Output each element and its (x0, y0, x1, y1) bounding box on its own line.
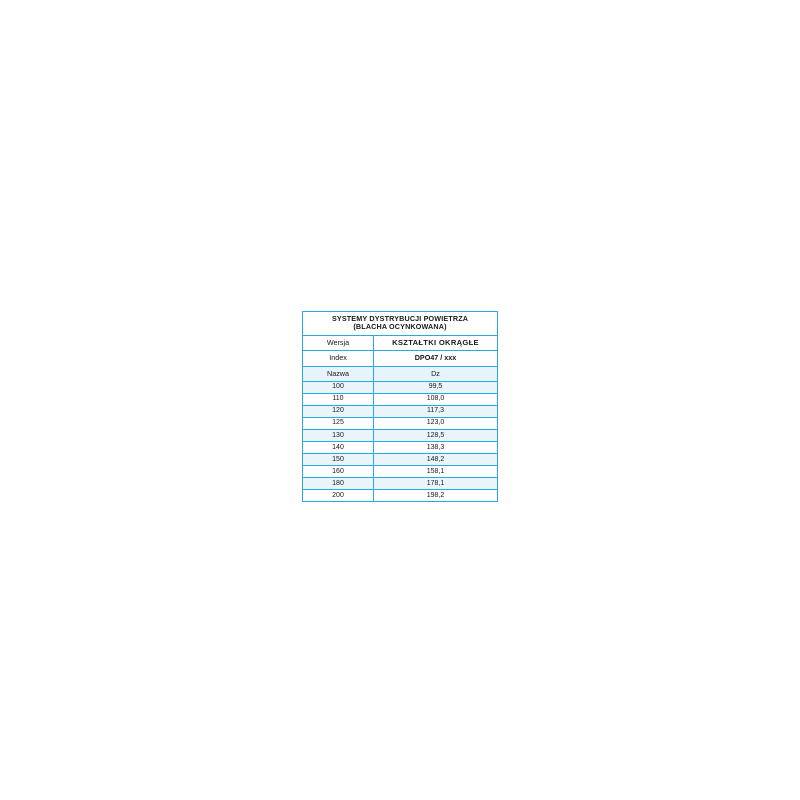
cell-dz: 108,0 (374, 393, 498, 405)
table-title-line2: (BLACHA OCYNKOWANA) (353, 322, 447, 332)
cell-name: 140 (303, 442, 374, 454)
cell-name: 110 (303, 393, 374, 405)
table-row (303, 430, 498, 442)
cell-name: 160 (303, 466, 374, 478)
table-title-row (303, 312, 498, 336)
cell-dz: 138,3 (374, 442, 498, 454)
cell-dz: 123,0 (374, 417, 498, 429)
cell-dz: 158,1 (374, 466, 498, 478)
cell-dz: 128,5 (374, 430, 498, 442)
cell-dz: 178,1 (374, 478, 498, 490)
table-row (303, 466, 498, 478)
column-header-dz: Dz (374, 366, 498, 381)
version-value: KSZTAŁTKI OKRĄGŁE (374, 335, 498, 351)
cell-dz: 198,2 (374, 490, 498, 502)
column-header-name: Nazwa (303, 366, 374, 381)
table-row (303, 442, 498, 454)
cell-name: 200 (303, 490, 374, 502)
table-row (303, 478, 498, 490)
cell-name: 125 (303, 417, 374, 429)
table-row (303, 405, 498, 417)
table-row (303, 381, 498, 393)
cell-name: 120 (303, 405, 374, 417)
cell-name: 130 (303, 430, 374, 442)
index-value: DPO47 / xxx (374, 351, 498, 366)
cell-name: 150 (303, 454, 374, 466)
table-title-line1: SYSTEMY DYSTRYBUCJI POWIETRZA (331, 314, 469, 323)
cell-dz: 148,2 (374, 454, 498, 466)
cell-name: 100 (303, 381, 374, 393)
cell-name: 180 (303, 478, 374, 490)
table-row (303, 335, 498, 351)
version-label: Wersja (303, 335, 374, 351)
cell-dz: 99,5 (374, 381, 498, 393)
cell-dz: 117,3 (374, 405, 498, 417)
table-row (303, 393, 498, 405)
product-spec-table (302, 311, 498, 502)
column-header-row (303, 366, 498, 381)
spec-table-container (302, 311, 497, 502)
table-row (303, 351, 498, 366)
table-row (303, 454, 498, 466)
table-row (303, 490, 498, 502)
table-title-cell (303, 312, 498, 336)
table-row (303, 417, 498, 429)
index-label: Index (303, 351, 374, 366)
